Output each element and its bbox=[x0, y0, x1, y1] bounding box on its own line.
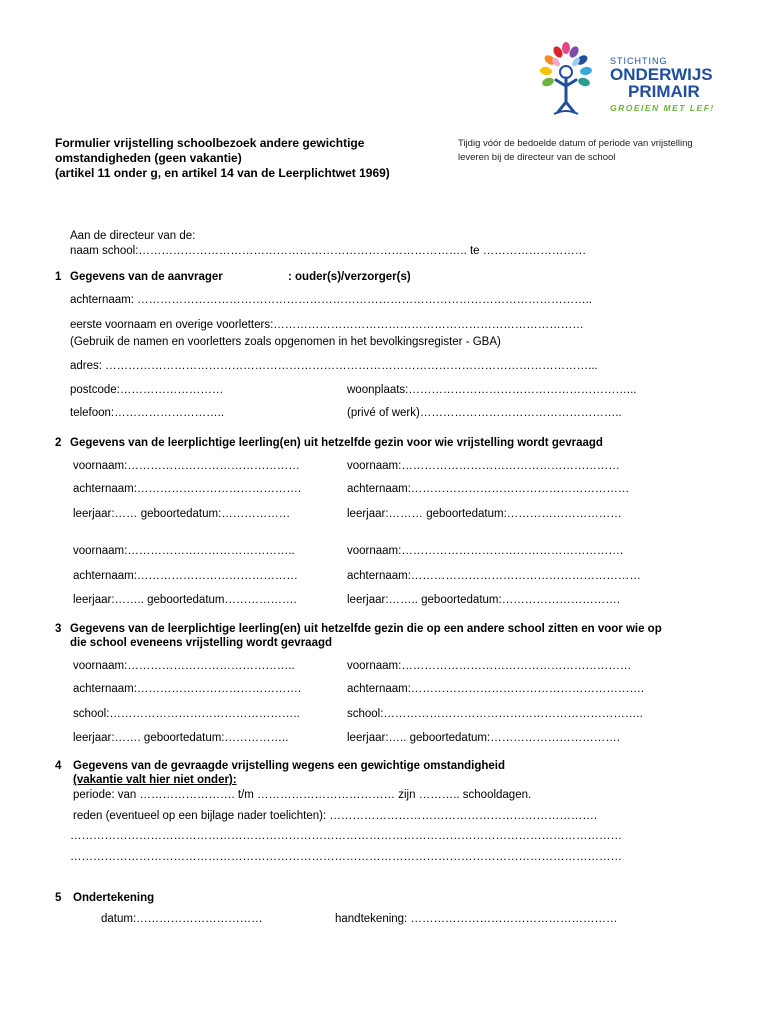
postcode-field[interactable]: postcode:……………………… bbox=[70, 384, 224, 396]
s3-student2-school[interactable]: school:………………………………………………………….. bbox=[347, 708, 643, 720]
s2-student2-firstname[interactable]: voornaam:………………………………………………… bbox=[347, 460, 620, 472]
s2-student3-firstname[interactable]: voornaam:…………………………………….. bbox=[73, 545, 295, 557]
s3-student2-grade-birthdate[interactable]: leerjaar:….. geboortedatum:……………………………. bbox=[347, 732, 620, 744]
applicant-lastname-field[interactable]: achternaam: ……………………………………………………………………………………………………….. bbox=[70, 294, 593, 306]
form-title-line1: Formulier vrijstelling schoolbezoek andere gewichtige bbox=[55, 136, 365, 150]
s3-student1-lastname[interactable]: achternaam:……………………………………. bbox=[73, 683, 302, 695]
s2-student2-grade-birthdate[interactable]: leerjaar:……… geboortedatum:………………………… bbox=[347, 508, 622, 520]
signature-field[interactable]: handtekening: ……………………………………………… bbox=[335, 913, 618, 925]
note-line1: Tijdig vóór de bedoelde datum of periode van vrijstelling bbox=[458, 138, 693, 149]
section2-title: Gegevens van de leerplichtige leerling(en) uit hetzelfde gezin voor wie vrijstelling wordt gevraagd bbox=[70, 437, 603, 449]
s2-student4-grade-birthdate[interactable]: leerjaar:…….. geboortedatum:…………………………. bbox=[347, 594, 620, 606]
section4-number: 4 bbox=[55, 760, 62, 772]
s3-student1-firstname[interactable]: voornaam:…………………………………….. bbox=[73, 660, 295, 672]
applicant-address-field[interactable]: adres: ………………………………………………………………………………………………………………... bbox=[70, 360, 598, 372]
s3-student1-school[interactable]: school:………………………………………….. bbox=[73, 708, 300, 720]
s2-student1-grade-birthdate[interactable]: leerjaar:…… geboortedatum:……………… bbox=[73, 508, 291, 520]
s2-student3-grade-birthdate[interactable]: leerjaar:…….. geboortedatum………………. bbox=[73, 594, 297, 606]
applicant-firstnames-field[interactable]: eerste voornaam en overige voorletters:……………………………………………………………………… bbox=[70, 319, 584, 331]
logo-line2: ONDERWIJS bbox=[610, 65, 713, 84]
s2-student4-firstname[interactable]: voornaam:…………………………………………………. bbox=[347, 545, 624, 557]
s3-student2-firstname[interactable]: voornaam:…………………………………………………… bbox=[347, 660, 632, 672]
s3-student1-grade-birthdate[interactable]: leerjaar:……. geboortedatum:…………….. bbox=[73, 732, 289, 744]
section4-title: Gegevens van de gevraagde vrijstelling wegens een gewichtige omstandigheid bbox=[73, 760, 506, 772]
s3-student2-lastname[interactable]: achternaam:……………………………………………………. bbox=[347, 683, 645, 695]
reason-line-2[interactable]: ……………………………………………………………………………………………………………………………… bbox=[70, 830, 622, 842]
logo-line1: STICHTING bbox=[610, 56, 668, 66]
address-label: Aan de directeur van de: bbox=[70, 230, 196, 242]
reason-field[interactable]: reden (eventueel op een bijlage nader toelichten): ……………………………………………………………. bbox=[73, 810, 598, 822]
logo bbox=[528, 40, 718, 120]
section5-number: 5 bbox=[55, 892, 62, 904]
logo-line3: PRIMAIR bbox=[628, 82, 700, 101]
phone-type-field[interactable]: (privé of werk)…………………………………………….. bbox=[347, 407, 622, 419]
date-field[interactable]: datum:…………………………… bbox=[101, 913, 263, 925]
school-name-field[interactable]: naam school:………………………………………………………………………….. te ……………………… bbox=[70, 245, 587, 257]
s2-student1-firstname[interactable]: voornaam:……………………………………… bbox=[73, 460, 300, 472]
s2-student1-lastname[interactable]: achternaam:……………………………………. bbox=[73, 483, 302, 495]
section1-title: Gegevens van de aanvrager bbox=[70, 271, 223, 283]
section2-number: 2 bbox=[55, 437, 62, 449]
form-title-line2: omstandigheden (geen vakantie) bbox=[55, 151, 242, 165]
city-field[interactable]: woonplaats:…………………………………………………... bbox=[347, 384, 637, 396]
section4-subtitle: (vakantie valt hier niet onder): bbox=[73, 774, 237, 786]
phone-field[interactable]: telefoon:……………………….. bbox=[70, 407, 225, 419]
gba-hint: (Gebruik de namen en voorletters zoals opgenomen in het bevolkingsregister - GBA) bbox=[70, 336, 501, 348]
period-field[interactable]: periode: van ……………………. t/m ……………………………… zijn ……….. schooldagen. bbox=[73, 789, 532, 801]
s2-student3-lastname[interactable]: achternaam:…………………………………… bbox=[73, 570, 298, 582]
reason-line-3[interactable]: ……………………………………………………………………………………………………………………………… bbox=[70, 851, 622, 863]
note-line2: leveren bij de directeur van de school bbox=[458, 152, 616, 163]
form-title-line3: (artikel 11 onder g, en artikel 14 van de Leerplichtwet 1969) bbox=[55, 166, 390, 180]
section3-title-line2: die school eveneens vrijstelling wordt gevraagd bbox=[70, 637, 333, 649]
section1-number: 1 bbox=[55, 271, 62, 283]
section5-title: Ondertekening bbox=[73, 892, 155, 904]
s2-student2-lastname[interactable]: achternaam:………………………………………………… bbox=[347, 483, 630, 495]
section3-number: 3 bbox=[55, 623, 62, 635]
section3-title-line1: Gegevens van de leerplichtige leerling(en) uit hetzelfde gezin die op een andere school zitten en voor wie op bbox=[70, 623, 662, 635]
logo-tagline: GROEIEN MET LEF! bbox=[610, 103, 715, 113]
s2-student4-lastname[interactable]: achternaam:…………………………………………………… bbox=[347, 570, 641, 582]
section1-subtitle: : ouder(s)/verzorger(s) bbox=[288, 271, 411, 283]
